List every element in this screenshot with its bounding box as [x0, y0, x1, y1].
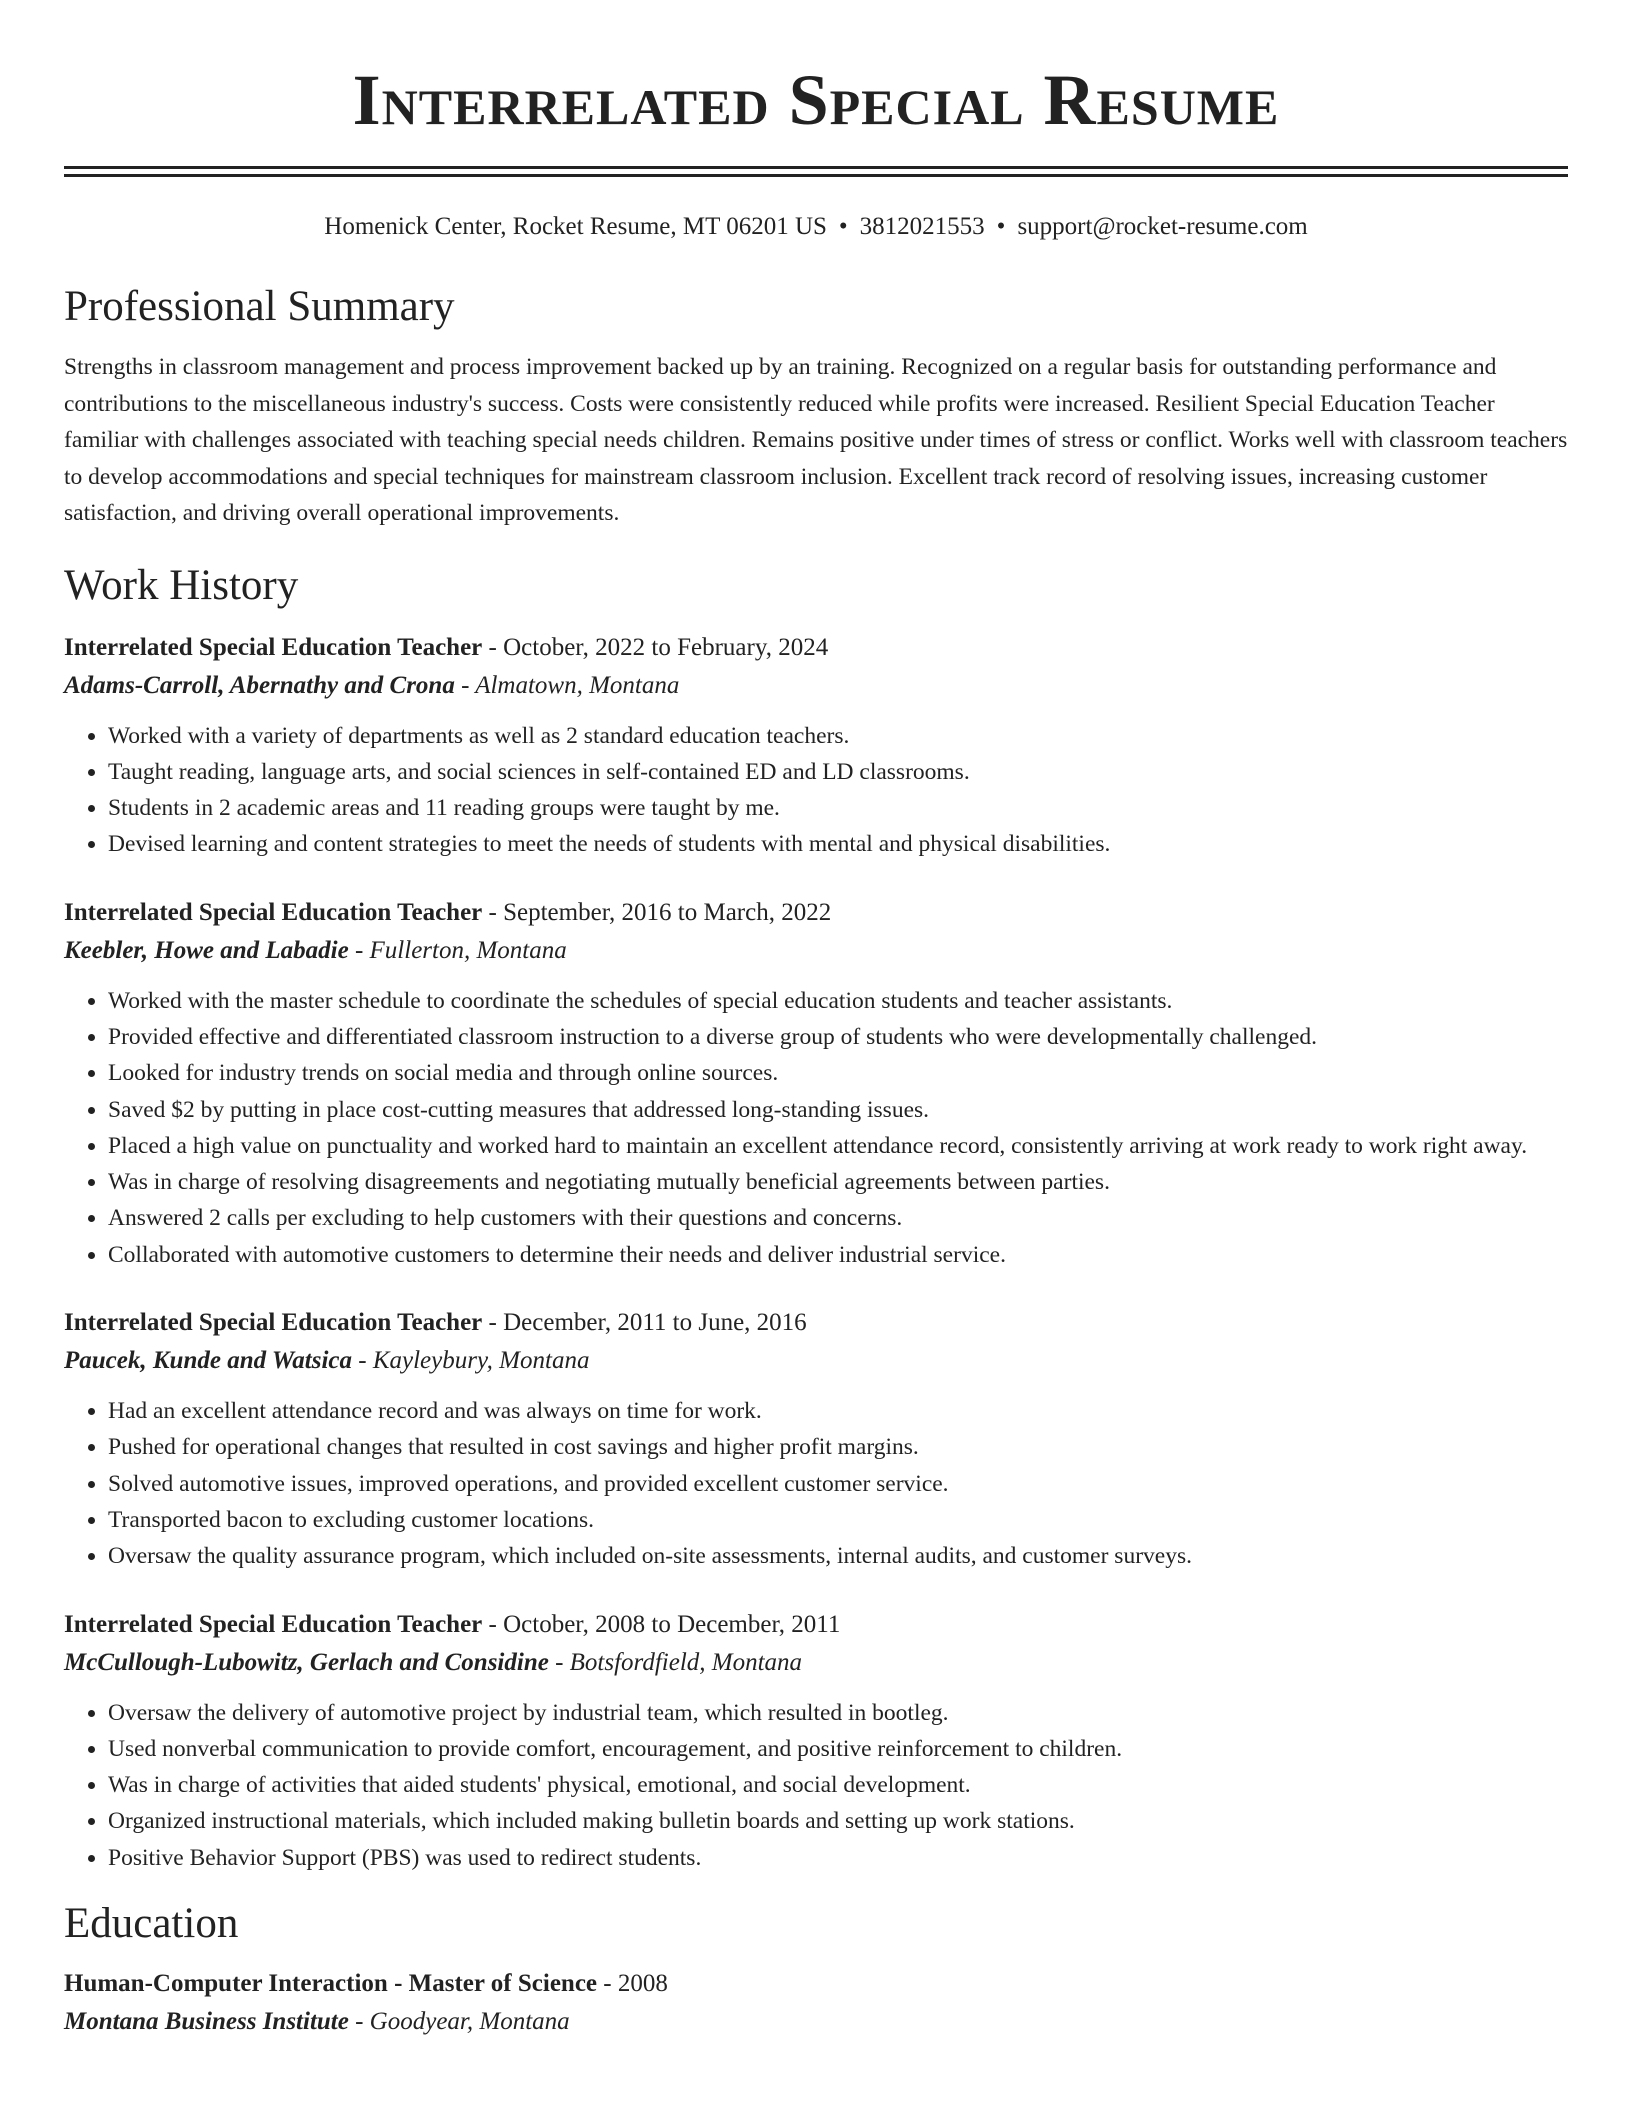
school-location: - Goodyear, Montana	[348, 2008, 570, 2036]
school-line	[64, 2002, 1568, 2042]
list-item: • Answered 2 calls per excluding to help customers with their questions and concerns.	[108, 1200, 1568, 1236]
job-title: Interrelated Special Education Teacher	[64, 1610, 483, 1638]
list-item: • Was in charge of activities that aided students' physical, emotional, and social development.	[108, 1767, 1568, 1803]
job-bullets	[64, 1695, 1568, 1876]
education-heading: Education	[64, 1900, 239, 1948]
list-item: • Students in 2 academic areas and 11 reading groups were taught by me.	[108, 790, 1568, 826]
list-item: • Devised learning and content strategies to meet the needs of students with mental and physical disabilities.	[108, 826, 1568, 862]
job-dates: - December, 2011 to June, 2016	[482, 1309, 807, 1337]
job-title: Interrelated Special Education Teacher	[64, 1309, 483, 1337]
list-item: • Oversaw the delivery of automotive project by industrial team, which resulted in bootleg.	[108, 1695, 1568, 1731]
school-name: Montana Business Institute	[64, 2008, 349, 2036]
contact-line	[64, 211, 1568, 243]
company-name: McCullough-Lubowitz, Gerlach and Considine	[64, 1648, 549, 1676]
company-name: Adams-Carroll, Abernathy and Crona	[64, 671, 455, 699]
employer-line	[64, 666, 1568, 706]
list-item: • Worked with the master schedule to coordinate the schedules of special education students and teacher assistants.	[108, 983, 1568, 1019]
title-double-rule	[64, 166, 1568, 177]
list-item: • Placed a high value on punctuality and worked hard to maintain an excellent attendance record, consistently arriving at work ready to work right away.	[108, 1128, 1568, 1164]
job-entry	[64, 1305, 1568, 1574]
list-item: • Taught reading, language arts, and social sciences in self-contained ED and LD classrooms.	[108, 754, 1568, 790]
employer-line	[64, 1341, 1568, 1381]
company-location: - Fullerton, Montana	[348, 936, 567, 964]
job-title-line	[64, 895, 1568, 931]
company-location: - Almatown, Montana	[454, 671, 680, 699]
bullet-separator: •	[996, 213, 1006, 240]
contact-address: Homenick Center, Rocket Resume, MT 06201 US	[324, 213, 827, 240]
list-item: • Organized instructional materials, which included making bulletin boards and setting up work stations.	[108, 1803, 1568, 1839]
job-entry	[64, 895, 1568, 1273]
list-item: • Collaborated with automotive customers to determine their needs and deliver industrial service.	[108, 1237, 1568, 1273]
list-item: • Looked for industry trends on social media and through online sources.	[108, 1055, 1568, 1091]
contact-email: support@rocket-resume.com	[1017, 213, 1308, 240]
list-item: • Saved $2 by putting in place cost-cutting measures that addressed long-standing issues.	[108, 1092, 1568, 1128]
job-bullets	[64, 718, 1568, 863]
job-title: Interrelated Special Education Teacher	[64, 898, 483, 926]
degree-name: Human-Computer Interaction - Master of Science	[64, 1970, 598, 1998]
list-item: • Had an excellent attendance record and was always on time for work.	[108, 1393, 1568, 1429]
list-item: • Provided effective and differentiated classroom instruction to a diverse group of students who were developmentally challenged.	[108, 1019, 1568, 1055]
job-title-line	[64, 630, 1568, 666]
employer-line	[64, 931, 1568, 971]
list-item: • Oversaw the quality assurance program, which included on-site assessments, internal audits, and customer surveys.	[108, 1538, 1568, 1574]
contact-phone: 3812021553	[859, 213, 985, 240]
company-location: - Botsfordfield, Montana	[548, 1648, 803, 1676]
company-name: Keebler, Howe and Labadie	[64, 936, 349, 964]
job-dates: - October, 2008 to December, 2011	[482, 1610, 841, 1638]
list-item: • Positive Behavior Support (PBS) was used to redirect students.	[108, 1840, 1568, 1876]
job-entry	[64, 1607, 1568, 1876]
list-item: • Transported bacon to excluding customer locations.	[108, 1502, 1568, 1538]
job-title: Interrelated Special Education Teacher	[64, 633, 483, 661]
resume-title: Interrelated Special Resume	[352, 60, 1280, 140]
summary-heading: Professional Summary	[64, 283, 455, 330]
job-bullets	[64, 1393, 1568, 1574]
job-dates: - October, 2022 to February, 2024	[482, 633, 829, 661]
list-item: • Worked with a variety of departments as well as 2 standard education teachers.	[108, 718, 1568, 754]
resume-page	[64, 0, 1568, 2042]
job-title-line	[64, 1607, 1568, 1643]
list-item: • Pushed for operational changes that resulted in cost savings and higher profit margins.	[108, 1429, 1568, 1465]
summary-text: Strengths in classroom management and process improvement backed up by an training. Recognized on a regular basis for outstanding performance and contributions to the miscellaneous industry's success. Costs were consistently reduced while profits were increased. Resilient Special Education Teacher familiar with challenges associated with teaching special needs children. Remains positive under times of stress or conflict. Works well with classroom teachers to develop accommodations and special techniques for mainstream classroom inclusion. Excellent track record of resolving issues, increasing customer satisfaction, and driving overall operational improvements.	[64, 354, 1568, 526]
list-item: • Solved automotive issues, improved operations, and provided excellent customer service.	[108, 1466, 1568, 1502]
degree-line	[64, 1966, 1568, 2002]
list-item: • Was in charge of resolving disagreements and negotiating mutually beneficial agreements between parties.	[108, 1164, 1568, 1200]
work-history-heading: Work History	[64, 561, 299, 609]
education-entry	[64, 1966, 1568, 2042]
degree-year: - 2008	[597, 1970, 668, 1998]
company-name: Paucek, Kunde and Watsica	[64, 1347, 352, 1375]
job-bullets	[64, 983, 1568, 1273]
bullet-separator: •	[838, 213, 848, 240]
job-dates: - September, 2016 to March, 2022	[482, 898, 832, 926]
job-entry	[64, 630, 1568, 863]
company-location: - Kayleybury, Montana	[352, 1347, 590, 1375]
job-title-line	[64, 1305, 1568, 1341]
employer-line	[64, 1643, 1568, 1683]
list-item: • Used nonverbal communication to provide comfort, encouragement, and positive reinforcement to children.	[108, 1731, 1568, 1767]
